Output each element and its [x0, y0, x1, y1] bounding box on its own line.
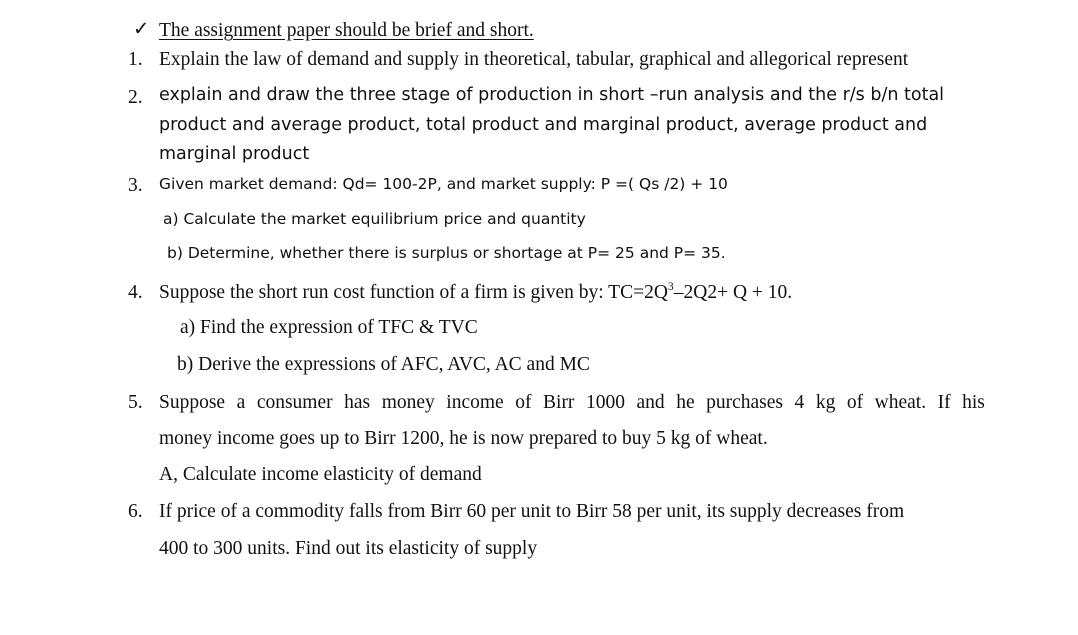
- checkmark-icon: ✓: [133, 19, 150, 40]
- word: and: [636, 392, 665, 413]
- question-4-text-main: Suppose the short run cost function of a firm is given by: TC=2Q: [159, 282, 668, 303]
- word: of: [515, 392, 532, 413]
- question-4-exponent: 3: [667, 279, 674, 293]
- word: 1000: [585, 392, 625, 413]
- question-3-number: 3.: [128, 175, 143, 196]
- question-4-number: 4.: [128, 282, 143, 303]
- question-4-part-b: b) Derive the expressions of AFC, AVC, AC and MC: [177, 354, 590, 375]
- question-5-line-2: money income goes up to Birr 1200, he is now prepared to buy 5 kg of wheat.: [159, 428, 768, 449]
- word: has: [344, 392, 371, 413]
- word: kg: [815, 392, 836, 413]
- question-5-line-3: A, Calculate income elasticity of demand: [159, 464, 482, 485]
- word: 4: [794, 392, 805, 413]
- question-2-line-1: explain and draw the three stage of production in short –run analysis and the r/s b/n total: [159, 85, 945, 105]
- word: If: [937, 392, 951, 413]
- question-1-number: 1.: [128, 49, 143, 70]
- question-5-number: 5.: [128, 392, 143, 413]
- question-5-line-1: [159, 393, 985, 413]
- question-3-text: Given market demand: Qd= 100-2P, and market supply: P =( Qs /2) + 10: [159, 175, 728, 193]
- question-4-part-a: a) Find the expression of TFC & TVC: [180, 317, 478, 338]
- word: of: [846, 392, 864, 413]
- word: Suppose: [159, 392, 226, 413]
- question-6-line-1: If price of a commodity falls from Birr 60 per unit to Birr 58 per unit, its supply decreases from: [159, 501, 905, 522]
- word: a: [236, 392, 246, 413]
- instruction-text: The assignment paper should be brief and short.: [159, 20, 534, 41]
- question-2-number: 2.: [128, 87, 143, 108]
- word: income: [446, 392, 504, 413]
- question-6-line-2: 400 to 300 units. Find out its elasticity of supply: [159, 538, 538, 559]
- word: his: [962, 392, 985, 413]
- question-2-line-3: marginal product: [159, 144, 310, 164]
- question-3-part-b: b) Determine, whether there is surplus or shortage at P= 25 and P= 35.: [167, 244, 726, 262]
- word: wheat.: [874, 392, 927, 413]
- word: Birr: [543, 392, 575, 413]
- question-2-line-2: product and average product, total product and marginal product, average product and: [159, 115, 928, 135]
- word: purchases: [706, 392, 784, 413]
- word: consumer: [256, 392, 333, 413]
- question-4-text-rest: –2Q2+ Q + 10.: [673, 282, 793, 303]
- word: he: [676, 392, 695, 413]
- question-6-number: 6.: [128, 501, 143, 522]
- question-4-text: [159, 279, 793, 303]
- word: money: [381, 392, 435, 413]
- question-1-text: Explain the law of demand and supply in theoretical, tabular, graphical and allegorical represent: [159, 49, 909, 70]
- question-3-part-a: a) Calculate the market equilibrium price and quantity: [163, 210, 586, 228]
